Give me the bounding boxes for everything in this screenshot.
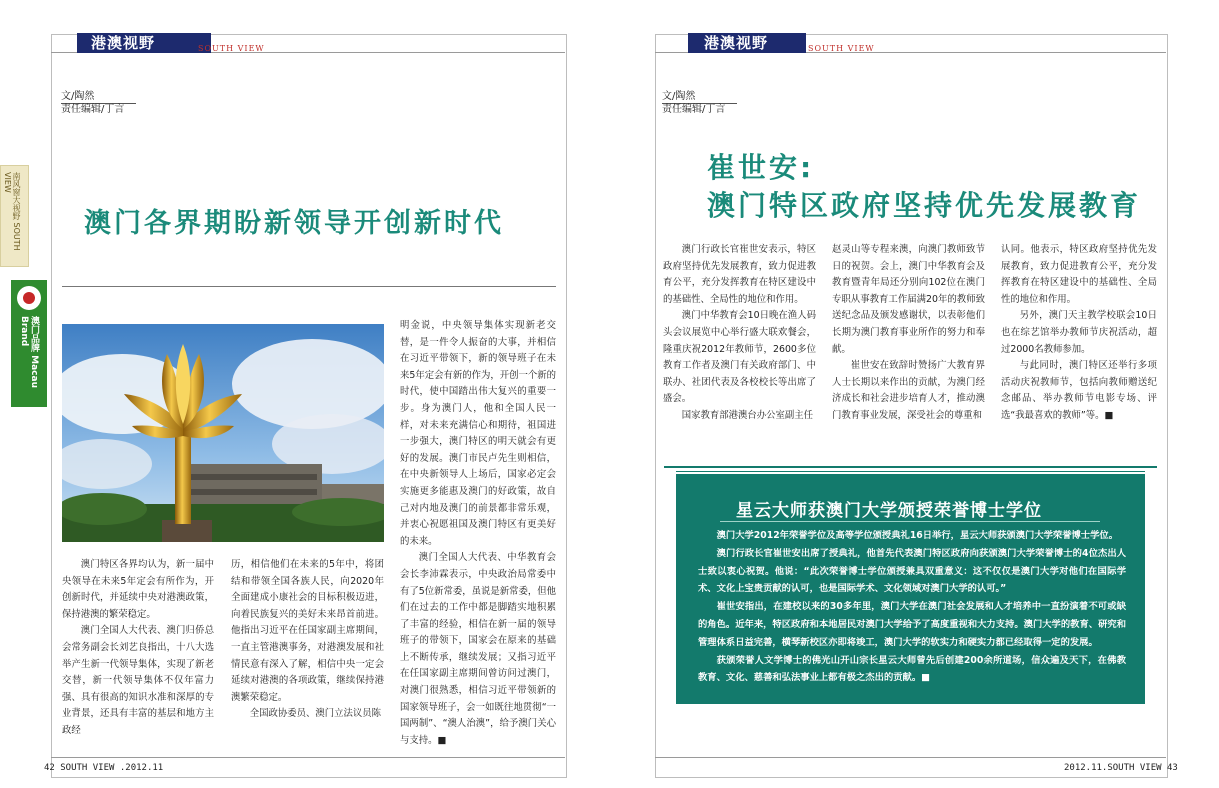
left-section-tab-label: 港澳视野 xyxy=(91,34,156,52)
paragraph: 与此同时，澳门特区还举行多项活动庆祝教师节，包括向教师赠送纪念邮品、举办教师节电影专场、评选“我最喜欢的教师”等。■ xyxy=(1001,360,1157,421)
box-title: 星云大师获澳门大学颁授荣誉博士学位 xyxy=(736,501,1042,521)
right-credit-editor: 责任编辑/丁言 xyxy=(662,104,726,115)
box-text xyxy=(698,527,1126,687)
left-title-rule xyxy=(62,286,556,287)
left-section-tab xyxy=(77,33,211,53)
right-footer: 2012.11.SOUTH VIEW 43 xyxy=(1064,763,1178,773)
side-tab-macau-brand xyxy=(11,280,47,407)
box-inner-rule xyxy=(676,471,1145,472)
paragraph: 澳门特区各界均认为，新一届中央领导在未来5年定会有所作为，开创新时代，并延续中央对港澳政策，保持港澳的繁荣稳定。 xyxy=(62,559,214,620)
left-credit-editor: 责任编辑/丁言 xyxy=(61,104,125,115)
paragraph: 另外，澳门天主教学校联会10日也在综艺馆举办教师节庆祝活动，超过2000名教师参加。 xyxy=(1001,310,1157,355)
paragraph: 澳门行政长官崔世安表示，特区政府坚持优先发展教育，致力促进教育公平，充分发挥教育在特区建设中的基础性、全局性的地位和作用。 xyxy=(663,244,816,305)
right-credit-author: 文/陶然 xyxy=(662,91,696,102)
paragraph: 获颁荣誉人文学博士的佛光山开山宗长星云大师曾先后创建200余所道场，信众遍及天下，在佛教教育、文化、慈善和弘法事业上都有极之杰出的贡献。■ xyxy=(698,654,1126,684)
paragraph: 澳门大学2012年荣誉学位及高等学位颁授典礼16日举行，星云大师获颁澳门大学荣誉博士学位。 xyxy=(716,530,1118,541)
right-col-2 xyxy=(832,242,985,425)
paragraph: 赵灵山等专程来澳，向澳门教师致节日的祝贺。会上，澳门中华教育会及教育暨青年局还分别向102位在澳门专职从事教育工作届满20年的教师致送纪念品及颁发感谢状，以表彰他们长期为澳门教育事业所作的努力和奉献。 xyxy=(832,244,985,355)
left-col-2 xyxy=(231,557,384,723)
right-col-1 xyxy=(663,242,816,425)
left-col-3 xyxy=(400,318,556,749)
right-col-3 xyxy=(1001,242,1157,425)
right-section-tab-label: 港澳视野 xyxy=(704,34,769,52)
right-article-title-line1: 崔世安: xyxy=(707,151,815,184)
paragraph: 澳门全国人大代表、中华教育会会长李沛霖表示，中央政治局常委中有了5位新常委，虽说是新常委，但他们在过去的工作中都是脚踏实地积累了丰富的经验，相信在新一届的领导班子的带领下，国家会在原来的基础上不断传承，继续发展；又指习近平在任国家副主席期间曾访问过澳门，对澳门很熟悉，相信习近平带领新的国家领导班子，会一如既往地贯彻“一国两制”、“澳人治澳”，给予澳门关心与支持。■ xyxy=(400,552,556,746)
left-footer-rule xyxy=(51,757,565,758)
paragraph: 国家教育部港澳台办公室副主任 xyxy=(681,409,814,421)
side-tab-text: 南风窗大视野 SOUTH VIEW xyxy=(3,172,21,251)
left-credit-author: 文/陶然 xyxy=(61,91,95,102)
paragraph: 崔世安指出，在建校以来的30多年里，澳门大学在澳门社会发展和人才培养中一直扮演着不可或缺的角色。近年来，特区政府和本地居民对澳门大学给予了高度重视和大力支持。澳门大学的教育、研究和管理体系日益完善，横琴新校区亦即将竣工，澳门大学的软实力和硬实力都已经取得一定的发展。 xyxy=(698,601,1126,648)
paragraph: 崔世安在致辞时赞扬广大教育界人士长期以来作出的贡献，为澳门经济成长和社会进步培育人才，推动澳门教育事业发展，深受社会的尊重和 xyxy=(832,360,985,421)
right-section-tab xyxy=(688,33,806,53)
news-box xyxy=(676,474,1145,704)
side-tab-southview xyxy=(0,165,29,267)
right-article-title-line2: 澳门特区政府坚持优先发展教育 xyxy=(707,189,1142,222)
paragraph: 历，相信他们在未来的5年中，将团结和带领全国各族人民，向2020年全面建成小康社会的目标积极迈进，向着民族复兴的美好未来昂首前进。他指出习近平在任国家副主席期间，一直主管港澳事务，对港澳发展和社情民意有深入了解，相信中央一定会延续对港澳的各项政策，继续保持港澳繁荣稳定。 xyxy=(231,559,384,703)
paragraph: 澳门全国人大代表、澳门归侨总会常务副会长刘艺良指出，十八大选举产生新一代领导集体，实现了新老交替，新一代领导集体不仅年富力强、具有很高的知识水准和深厚的专业背景，还具有丰富的基层和地方主政经 xyxy=(62,625,214,736)
left-col-1 xyxy=(62,557,214,740)
box-top-rule xyxy=(664,466,1157,468)
paragraph: 认同。他表示，特区政府坚持优先发展教育，致力促进教育公平，充分发挥教育在特区建设中的基础性、全局性的地位和作用。 xyxy=(1001,244,1157,305)
brand-logo-icon xyxy=(17,286,41,310)
golden-lotus-photo xyxy=(62,324,384,542)
left-section-sub: SOUTH VIEW xyxy=(198,44,265,53)
paragraph: 澳门中华教育会10日晚在渔人码头会议展览中心举行盛大联欢餐会，隆重庆祝2012年教师节，2600多位教育工作者及澳门有关政府部门、中联办、社团代表及各校校长等出席了盛会。 xyxy=(663,310,816,405)
paragraph: 澳门行政长官崔世安出席了授典礼，他首先代表澳门特区政府向获颁澳门大学荣誉博士的4位杰出人士致以衷心祝贺。他说：“此次荣誉博士学位颁授兼具双重意义：这不仅仅是澳门大学对他们在国际学术、文化上宝贵贡献的认可，也是国际学术、文化领域对澳门大学的认可。” xyxy=(698,547,1126,595)
side-logo-text: 澳门品牌 Macau Brand xyxy=(19,316,39,388)
right-footer-rule xyxy=(655,757,1166,758)
paragraph: 全国政协委员、澳门立法议员陈 xyxy=(249,708,382,720)
paragraph: 明金说，中央领导集体实现新老交替，是一件令人振奋的大事，并相信在习近平带领下，新的领导班子在未来5年定会有新的作为，开创一个新的时代，使中国踏出伟大复兴的重要一步。身为澳门人，他和全国人民一样，对未来充满信心和期待，祖国进一步强大，澳门特区的明天就会有更好的发展。澳门市民卢先生则相信，在中央新领导人上场后，国家必定会实施更多能惠及澳门的好政策，故自己对内地及澳门的前景都非常乐观，并衷心祝愿祖国及澳门特区有更美好的未来。 xyxy=(400,320,556,547)
right-section-sub: SOUTH VIEW xyxy=(808,44,875,53)
box-title-rule xyxy=(720,521,1100,522)
left-footer: 42 SOUTH VIEW .2012.11 xyxy=(44,763,164,773)
left-article-title: 澳门各界期盼新领导开创新时代 xyxy=(84,208,504,239)
